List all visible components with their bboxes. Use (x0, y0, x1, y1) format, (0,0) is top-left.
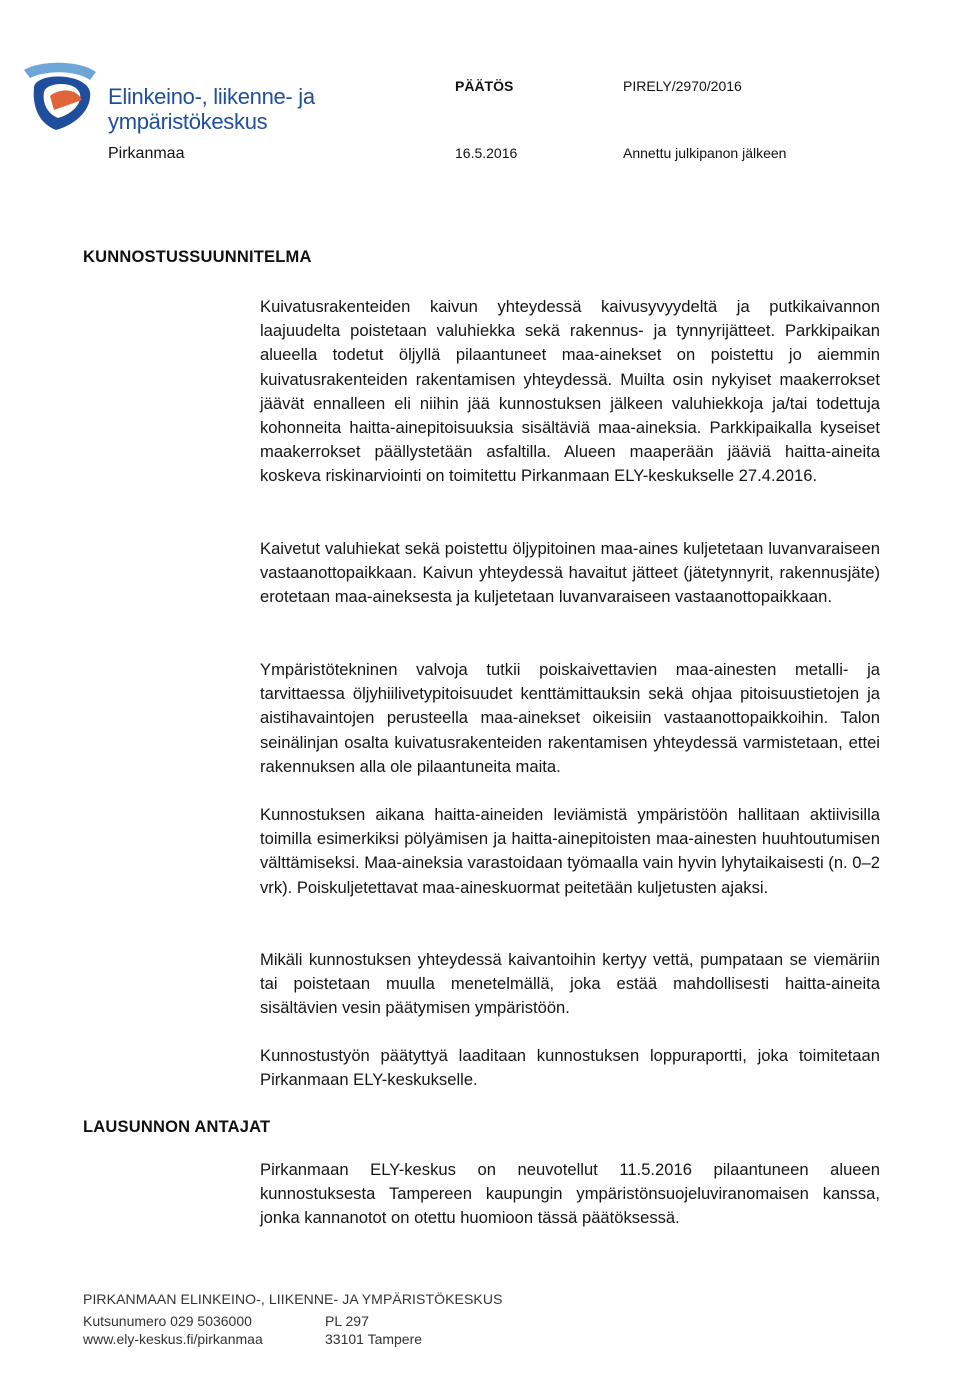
paragraph-2: Kaivetut valuhiekat sekä poistettu öljypitoinen maa-aines kuljetetaan luvanvaraiseen vastaanottopaikkaan. Kaivun yhteydessä havaitut jätteet (jätetynnyrit, rakennusjäte) erotetaan maa-aineksesta ja kuljetetaan luvanvaraiseen vastaanottopaikkaan. (260, 539, 880, 607)
paragraph-1: Kuivatusrakenteiden kaivun yhteydessä kaivusyvyydeltä ja putkikaivannon laajuudelta poistetaan valuhiekka sekä rakennus- ja tynnyrijätteet. Parkkipaikan alueella todetut öljyllä pilaantuneet maa-ainekset on poistettu jo aiemmin kuivatusrakenteiden rakentamisen yhteydessä. Muilta osin nykyiset maakerrokset jäävät ennalleen eli niihin jää kunnostuksen jälkeen valuhiekkoja ja/tai todettuja kohonneita haitta-ainepitoisuuksia sisältäviä maa-aineksia. Parkkipaikalla kyseiset maakerrokset päällystetään asfaltilla. Alueen maaperään jääviä haitta-aineita koskeva riskinarviointi on toimitettu Pirkanmaan ELY-keskukselle 27.4.2016. (260, 297, 880, 486)
paragraph-3: Ympäristötekninen valvoja tutkii poiskaivettavien maa-ainesten metalli- ja tarvittaessa öljyhiilivetypitoisuudet kenttämittauksin sekä ohjaa pitoisuustietojen ja aistihavaintojen perusteella maa-ainekset oikeisiin vastaanottopaikkoihin. Talon seinälinjan osalta kuivatusrakenteiden rakentamisen yhteydessä varmistetaan, ettei rakennuksen alla ole pilaantuneita maita. (260, 660, 880, 776)
footer-city: 33101 Tampere (325, 1331, 423, 1347)
footer-po-box: PL 297 (325, 1313, 369, 1329)
document-reference: PIRELY/2970/2016 (623, 78, 742, 94)
paragraph-4: Kunnostuksen aikana haitta-aineiden leviämistä ympäristöön hallitaan aktiivisilla toimilla esimerkiksi pölyämisen ja haitta-ainepitoisten maa-ainesten huuhtoutumisen välttämiseksi. Maa-aineksia varastoidaan työmaalla vain hyvin lyhytaikaisesti (n. 0–2 vrk). Poiskuljetettavat maa-aineskuormat peitetään kuljetusten ajaksi. (260, 805, 880, 897)
document-type: PÄÄTÖS (455, 78, 514, 94)
footer-website: www.ely-keskus.fi/pirkanmaa (83, 1331, 263, 1347)
publication-note: Annettu julkipanon jälkeen (623, 145, 787, 161)
paragraph-6: Kunnostustyön päätyttyä laaditaan kunnostuksen loppuraportti, joka toimitetaan Pirkanmaan ELY-keskukselle. (260, 1046, 880, 1090)
region-name: Pirkanmaa (108, 145, 185, 162)
section-heading-statement-givers: LAUSUNNON ANTAJAT (83, 1118, 271, 1136)
paragraph-5: Mikäli kunnostuksen yhteydessä kaivantoihin kertyy vettä, pumpataan se viemäriin tai poistetaan muulla menetelmällä, joka estää mahdollisesti haitta-aineita sisältävien vesin päätymisen ympäristöön. (260, 950, 880, 1018)
paragraph-7: Pirkanmaan ELY-keskus on neuvotellut 11.5.2016 pilaantuneen alueen kunnostuksesta Tampereen kaupungin ympäristönsuojeluviranomaisen kanssa, jonka kannanotot on otettu huomioon tässä päätöksessä. (260, 1160, 880, 1228)
footer-phone: Kutsunumero 029 5036000 (83, 1313, 252, 1329)
organization-name: Elinkeino-, liikenne- ja ympäristökeskus (108, 84, 315, 134)
section-heading-restoration-plan: KUNNOSTUSSUUNNITELMA (83, 248, 312, 266)
footer-organization: PIRKANMAAN ELINKEINO-, LIIKENNE- JA YMPÄRISTÖKESKUS (83, 1291, 503, 1307)
ely-logo-icon (20, 58, 100, 140)
document-date: 16.5.2016 (455, 145, 518, 161)
